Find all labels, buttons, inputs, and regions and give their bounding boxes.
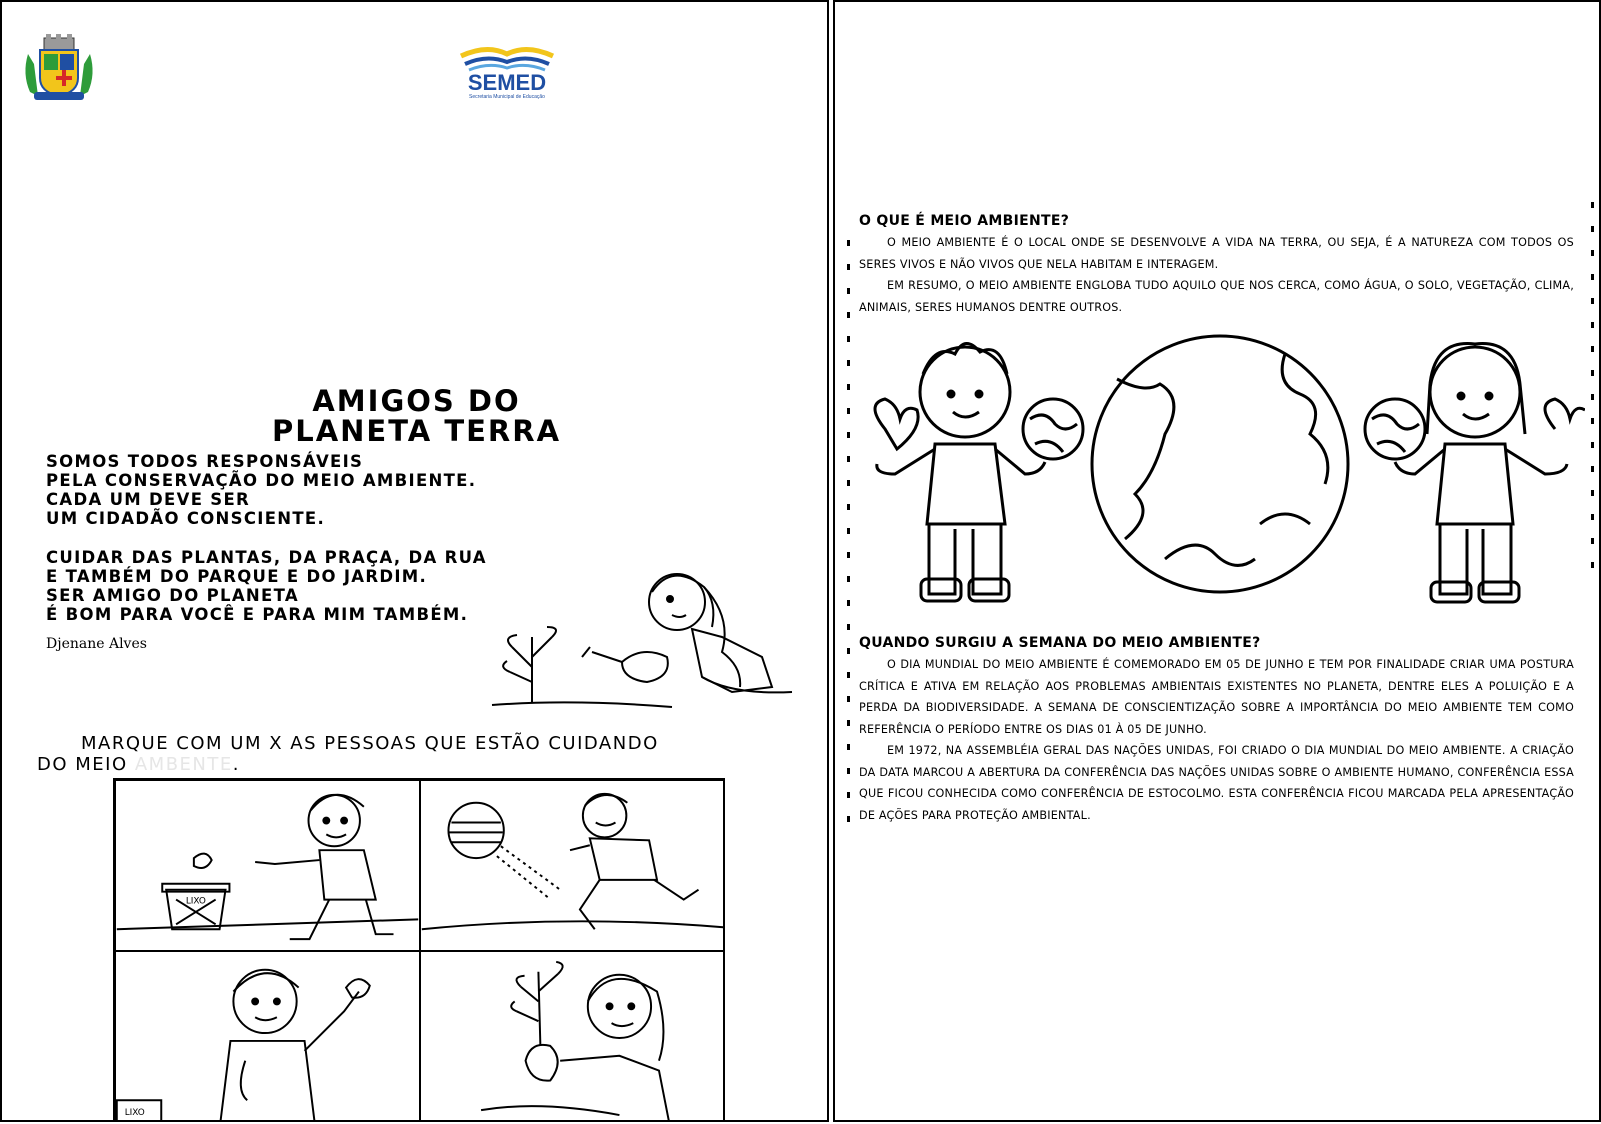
section-2-text (859, 654, 1574, 826)
margin-dots-right (1591, 202, 1594, 586)
instruction-line-2-end: . (232, 754, 240, 775)
section-heading-what-is-environment: O QUE É MEIO AMBIENTE? (859, 213, 1070, 229)
instruction-line-1: MARQUE COM UM X AS PESSOAS QUE ESTÃO CUIDANDO (81, 733, 659, 754)
trash-bin-label: LIXO (185, 896, 206, 907)
picture-grid (113, 778, 725, 1122)
municipal-crest-logo (20, 34, 98, 102)
poem-line: CUIDAR DAS PLANTAS, DA PRAÇA, DA RUA (46, 548, 487, 567)
poem-line: SOMOS TODOS RESPONSÁVEIS (46, 452, 364, 471)
poem-line: SER AMIGO DO PLANETA (46, 586, 299, 605)
poem-line: UM CIDADÃO CONSCIENTE. (46, 509, 326, 528)
poem-line: É BOM PARA VOCÊ E PARA MIM TAMBÉM. (46, 605, 469, 624)
trash-bin-label: LIXO (124, 1108, 145, 1119)
boy-figure (875, 343, 1045, 601)
poem-title-line-1: AMIGOS DO (312, 384, 521, 418)
semed-logo-text: SEMED (467, 70, 547, 95)
paragraph: EM RESUMO, O MEIO AMBIENTE ENGLOBA TUDO AQUILO QUE NOS CERCA, COMO ÁGUA, O SOLO, VEGETAÇÃO, CLIMA, ANIMAIS, SERES HUMANOS DENTRE OUTROS. (859, 279, 1574, 314)
margin-dots-left (847, 240, 850, 840)
small-globe-right (1365, 399, 1425, 459)
exercise-instruction (37, 733, 817, 775)
poem-title (2, 386, 829, 446)
instruction-line-2 (37, 754, 817, 775)
paragraph: EM 1972, NA ASSEMBLÉIA GERAL DAS NAÇÕES UNIDAS, FOI CRIADO O DIA MUNDIAL DO MEIO AMBIENTE. A CRIAÇÃO DA DATA MARCOU A ABERTURA DA CONFERÊNCIA DAS NAÇÕES UNIDAS SOBRE O AMBIENTE HUMANO, CONFERÊNCIA ESSA QUE FICOU CONHECIDA COMO CONFERÊNCIA DE ESTOCOLMO. ESTA CONFERÊNCIA FICOU MARCADA PELA APRESENTAÇÃO DE AÇÕES PARA PROTEÇÃO AMBIENTAL. (859, 744, 1574, 822)
big-earth (1092, 336, 1348, 592)
section-heading-when-environment-week: QUANDO SURGIU A SEMANA DO MEIO AMBIENTE? (859, 635, 1261, 651)
poem-line: E TAMBÉM DO PARQUE E DO JARDIM. (46, 567, 428, 586)
girl-figure (1395, 344, 1585, 603)
poem-stanza-1 (46, 452, 476, 528)
semed-logo (457, 42, 557, 100)
children-holding-earth-illustration (855, 324, 1585, 624)
poem-line: PELA CONSERVAÇÃO DO MEIO AMBIENTE. (46, 471, 477, 490)
poem-author: Djenane Alves (46, 636, 147, 652)
scene-girl-planting-tree[interactable] (420, 951, 725, 1122)
scene-boy-kicking-ball[interactable] (420, 780, 725, 951)
poem-line: CADA UM DEVE SER (46, 490, 251, 509)
instruction-line-2-start: DO MEIO (37, 754, 135, 775)
right-page (833, 0, 1601, 1122)
scene-boy-throwing-trash-in-bin[interactable] (115, 780, 420, 951)
small-globe-left (1023, 399, 1083, 459)
scene-boy-throwing-trash-on-ground[interactable] (115, 951, 420, 1122)
girl-watering-plant-illustration (472, 557, 812, 717)
semed-logo-subtitle: Secretaria Municipal de Educação (469, 94, 545, 100)
poem-stanza-2 (46, 548, 487, 624)
instruction-faded-word: AMBENTE (134, 754, 233, 775)
poem-title-line-2: PLANETA TERRA (271, 414, 562, 448)
paragraph: O DIA MUNDIAL DO MEIO AMBIENTE É COMEMORADO EM 05 DE JUNHO E TEM POR FINALIDADE CRIAR UMA POSTURA CRÍTICA E ATIVA EM RELAÇÃO AOS PROBLEMAS AMBIENTAIS EXISTENTES NO PLANETA, DENTRE ELES A POLUIÇÃO E A PERDA DA BIODIVERSIDADE. A SEMANA DE CONSCIENTIZAÇÃO SOBRE A IMPORTÂNCIA DO MEIO AMBIENTE TEM COMO REFERÊNCIA O PERÍODO ENTRE OS DIAS 01 À 05 DE JUNHO. (859, 658, 1574, 736)
paragraph: O MEIO AMBIENTE É O LOCAL ONDE SE DESENVOLVE A VIDA NA TERRA, OU SEJA, É A NATUREZA COM TODOS OS SERES VIVOS E NÃO VIVOS QUE NELA HABITAM E INTERAGEM. (859, 236, 1574, 271)
section-1-text (859, 232, 1574, 318)
